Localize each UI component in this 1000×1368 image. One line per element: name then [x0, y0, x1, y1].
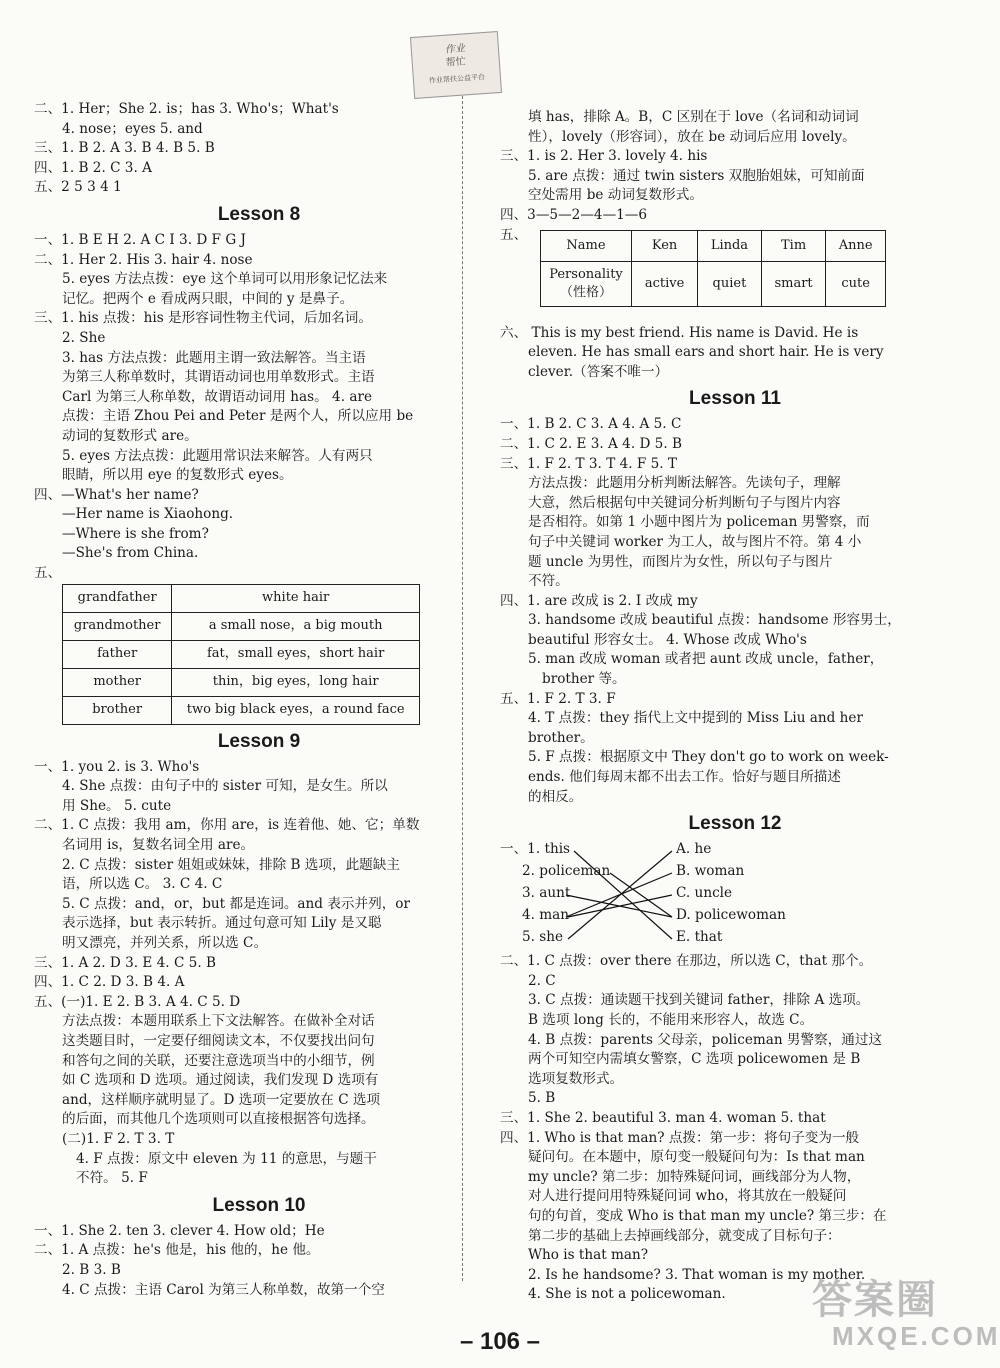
table-row — [63, 640, 420, 668]
answer-line: 一、1. you 2. is 3. Who's — [34, 758, 200, 775]
watermark-logo — [812, 1268, 1000, 1352]
table-cell: a small nose，a big mouth — [172, 612, 420, 640]
answer-line: 五、 — [500, 226, 528, 243]
answer-line: 二、1. C 点拨：over there 在那边，所以选 C，that 那个。 — [500, 953, 873, 970]
answer-line: 二、1. Her 2. His 3. hair 4. nose — [34, 251, 253, 268]
answer-line: 二、1. A 点拨：he's 他是，his 他的，he 他。 — [34, 1242, 320, 1259]
answer-line: 5. F 点拨：根据原文中 They don't go to work on week- — [528, 749, 889, 766]
answer-line: 第二步的基础上去掉画线部分，就变成了目标句子： — [528, 1227, 841, 1244]
answer-line: 方法点拨：此题用分析判断法解答。先读句子，理解 — [528, 475, 841, 492]
table-row — [541, 230, 886, 261]
table-cell: cute — [826, 261, 886, 306]
page-number: – 106 – — [459, 1328, 541, 1355]
answer-line: 5. eyes 方法点拨：此题用常识法来解答。人有两只 — [62, 447, 373, 464]
answer-line: beautiful 形容女士。 4. Whose 改成 Who's — [528, 631, 807, 648]
answer-line: 不符。 — [528, 573, 569, 590]
answer-line: 句的句首，变成 Who is that man my uncle? 第三步：在 — [528, 1207, 887, 1224]
answer-line: 2. Is he handsome? 3. That woman is my mother. — [528, 1266, 866, 1283]
answer-line: 方法点拨：本题用联系上下文法解答。在做补全对话 — [62, 1013, 375, 1030]
match-right-item: B. woman — [676, 863, 745, 880]
answer-line: 记忆。把两个 e 看成两只眼，中间的 y 是鼻子。 — [62, 290, 354, 307]
answer-line: brother 等。 — [542, 671, 626, 688]
match-line — [570, 873, 672, 895]
table-cell: thin，big eyes，long hair — [172, 668, 420, 696]
answer-line: 2. C — [528, 972, 556, 989]
answer-line: 5. man 改成 woman 或者把 aunt 改成 uncle，father， — [528, 651, 884, 668]
answer-line: 三、1. A 2. D 3. E 4. C 5. B — [34, 954, 216, 971]
answer-line: 大意，然后根据句中关键词分析判断句子与图片内容 — [528, 494, 841, 511]
answer-line: 两个可知空内需填女警察，C 选项 policewomen 是 B — [528, 1051, 861, 1068]
answer-line: 三、1. B 2. A 3. B 4. B 5. B — [34, 140, 215, 157]
answer-line: eleven. He has small ears and short hair. He is very — [528, 344, 884, 361]
lesson-title: Lesson 9 — [217, 730, 301, 752]
answer-line: —Where is she from? — [62, 525, 209, 542]
table-cell: grandfather — [63, 584, 172, 612]
answer-line: 四、1. B 2. C 3. A — [34, 159, 152, 176]
table-row — [63, 696, 420, 724]
answer-line: 名词用 is，复数名词全用 are。 — [62, 837, 255, 854]
answer-line: 一、1. B 2. C 3. A 4. A 5. C — [500, 416, 682, 433]
left-column — [34, 100, 484, 1300]
answer-line: 2. C 点拨：sister 姐姐或妹妹，排除 B 选项，此题缺主 — [62, 856, 400, 873]
answer-line: 的后面，而其他几个选项则可以直接根据答句选择。 — [62, 1111, 375, 1128]
table-cell: two big black eyes，a round face — [172, 696, 420, 724]
match-left-item: 3. aunt — [522, 885, 571, 902]
answer-line: 二、1. Her；She 2. is；has 3. Who's；What's — [34, 101, 339, 117]
table-cell: Personality（性格） — [541, 261, 632, 306]
answer-line: 六、 This is my best friend. His name is David. He is — [500, 324, 859, 341]
answer-line: 眼睛，所以用 eye 的复数形式 eyes。 — [62, 467, 293, 484]
answer-line: 性），lovely（形容词），放在 be 动词后应用 lovely。 — [528, 128, 856, 145]
answer-line: 5. B — [528, 1090, 556, 1107]
table-cell: active — [632, 261, 698, 306]
answer-line: Who is that man? — [528, 1247, 649, 1264]
answer-line: 五、2 5 3 4 1 — [34, 179, 122, 196]
answer-line: 2. B 3. B — [62, 1261, 121, 1278]
match-right-item: E. that — [676, 929, 723, 946]
table-row — [63, 584, 420, 612]
table-cell: quiet — [698, 261, 762, 306]
match-left-item: 4. man — [522, 907, 570, 924]
lesson-title: Lesson 10 — [212, 1194, 306, 1216]
stamp-line3: 作业帮扶公益平台 — [428, 73, 486, 85]
answer-line: 5. eyes 方法点拨：eye 这个单词可以用形象记忆法来 — [62, 271, 388, 288]
answer-line: 四、1. C 2. D 3. B 4. A — [34, 974, 185, 991]
personality-block — [500, 226, 970, 324]
answer-line: brother。 — [528, 729, 594, 746]
answer-line: 一、1. She 2. ten 3. clever 4. How old；He — [34, 1222, 325, 1239]
answer-line: 这类题目时，一定要仔细阅读文本，不仅要找出问句 — [62, 1032, 375, 1049]
answer-line: 四、1. are 改成 is 2. I 改成 my — [500, 592, 698, 609]
answer-line: 动词的复数形式 are。 — [62, 427, 198, 444]
answer-line: 选项复数形式。 — [528, 1070, 624, 1087]
answer-line: 4. nose；eyes 5. and — [62, 120, 203, 137]
answer-line: 5. C 点拨：and，or，but 都是连词。and 表示并列，or — [62, 895, 410, 912]
answer-line: 4. She 点拨：由句子中的 sister 可知，是女生。所以 — [62, 778, 388, 795]
answer-line: 空处需用 be 动词复数形式。 — [528, 187, 703, 204]
answer-line: 三、1. is 2. Her 3. lovely 4. his — [500, 148, 708, 165]
answer-line: 2. She — [62, 329, 106, 346]
table-cell: brother — [63, 696, 172, 724]
answer-line: 语，所以选 C。 3. C 4. C — [62, 876, 223, 893]
answer-line: 4. C 点拨：主语 Carol 为第三人称单数，故第一个空 — [62, 1281, 385, 1298]
match-right-item: C. uncle — [676, 885, 733, 902]
table-cell: Anne — [826, 230, 886, 261]
answer-line: 为第三人称单数时，其谓语动词也用单数形式。主语 — [62, 369, 375, 386]
table-row — [63, 668, 420, 696]
answer-line: 对人进行提问用特殊疑问词 who，将其放在一般疑问 — [528, 1188, 847, 1205]
answer-line: clever.（答案不唯一） — [528, 363, 669, 380]
answer-line: 4. B 点拨：parents 父母亲，policeman 男警察，通过这 — [528, 1031, 883, 1048]
answer-line: 4. T 点拨：they 指代上文中提到的 Miss Liu and her — [528, 710, 863, 727]
watermark-cn: 答案圈 — [812, 1278, 938, 1322]
answer-line: (二)1. F 2. T 3. T — [62, 1130, 175, 1147]
answer-line: 五、(一)1. E 2. B 3. A 4. C 5. D — [34, 993, 241, 1010]
answer-line: 3. handsome 改成 beautiful 点拨：handsome 形容男士， — [528, 612, 901, 629]
answer-line: 如 C 选项和 D 选项。通过阅读，我们发现 D 选项有 — [62, 1072, 379, 1089]
answer-line: 五、 — [34, 565, 62, 582]
match-left-item: 一、1. this — [500, 841, 571, 858]
answer-line: 5. are 点拨：通过 twin sisters 双胞胎姐妹，可知前面 — [528, 167, 865, 184]
answer-line: 四、1. Who is that man? 点拨：第一步：将句子变为一般 — [500, 1129, 860, 1146]
answer-line: 4. She is not a policewoman. — [528, 1286, 726, 1303]
answer-line: 二、1. C 点拨：我用 am，你用 are，is 连着他、她、它；单数 — [34, 817, 420, 834]
answer-line: 题 uncle 为男性，而图片为女性，所以句子与图片 — [528, 553, 833, 570]
answer-line: 句子中关键词 worker 为工人，故与图片不符。第 4 小 — [528, 533, 862, 550]
personality-table — [540, 230, 886, 307]
answer-line: 三、1. She 2. beautiful 3. man 4. woman 5. that — [500, 1109, 826, 1126]
answer-line: 和答句之间的关联，还要注意选项当中的小细节，例 — [62, 1052, 375, 1069]
table-cell: smart — [761, 261, 826, 306]
match-lines — [500, 840, 700, 952]
match-left-item: 2. policeman — [522, 863, 611, 880]
lesson-title: Lesson 12 — [688, 813, 782, 835]
answer-line: 四、3—5—2—4—1—6 — [500, 206, 648, 223]
table-cell: grandmother — [63, 612, 172, 640]
answer-line: my uncle? 第二步：加特殊疑问词，画线部分为人物， — [528, 1168, 861, 1185]
table-row — [541, 261, 886, 306]
answer-line: 二、1. C 2. E 3. A 4. D 5. B — [500, 435, 682, 452]
answer-line: B 选项 long 长的，不能用来形容人，故选 C。 — [528, 1012, 814, 1028]
answer-line: 用 She。 5. cute — [62, 797, 172, 814]
matching-exercise — [500, 840, 970, 952]
answer-line: 点拨：主语 Zhou Pei and Peter 是两个人，所以应用 be — [62, 408, 414, 425]
answer-line: 3. C 点拨：通读题干找到关键词 father，排除 A 选项。 — [528, 992, 870, 1009]
stamp-line1: 作业 — [444, 43, 466, 56]
answer-line: 五、1. F 2. T 3. F — [500, 690, 616, 707]
table-cell: Ken — [632, 230, 698, 261]
answer-line: ends. 他们每周末都不出去工作。恰好与题目所描述 — [528, 769, 841, 786]
lesson-title: Lesson 11 — [689, 388, 781, 410]
answer-line: 表示选择，but 表示转折。通过句意可知 Lily 是又聪 — [62, 915, 382, 932]
table-cell: Tim — [761, 230, 826, 261]
table-cell: white hair — [172, 584, 420, 612]
answer-line: 4. F 点拨：原文中 eleven 为 11 的意思，与题干 — [76, 1150, 377, 1167]
answer-line: 填 has，排除 A。B，C 区别在于 love（名词和动词词 — [528, 109, 859, 125]
answer-line: 疑问句。在本题中，原句变一般疑问句为：Is that man — [528, 1149, 865, 1166]
answer-line: —Her name is Xiaohong. — [62, 506, 234, 523]
table-cell: fat，small eyes，short hair — [172, 640, 420, 668]
lesson-title: Lesson 8 — [217, 203, 301, 225]
answer-line: 四、—What's her name? — [34, 486, 199, 503]
stamp-line2: 帮忙 — [445, 56, 467, 69]
table-cell: father — [63, 640, 172, 668]
table-cell: Name — [541, 230, 632, 261]
answer-line: 3. has 方法点拨：此题用主谓一致法解答。当主语 — [62, 349, 366, 366]
answer-line: 是否相符。如第 1 小题中图片为 policeman 男警察，而 — [528, 514, 870, 531]
answer-line: —She's from China. — [62, 545, 199, 562]
answer-line: 的相反。 — [528, 788, 583, 805]
stamp-logo — [410, 31, 502, 99]
table-row — [63, 612, 420, 640]
right-column — [500, 108, 970, 1305]
answer-line: 三、1. F 2. T 3. T 4. F 5. T — [500, 455, 677, 472]
watermark-en: MXQE.COM — [832, 1321, 1000, 1351]
answer-line: Carl 为第三人称单数，故谓语动词用 has。 4. are — [62, 388, 372, 405]
match-left-item: 5. she — [522, 929, 564, 946]
family-table — [62, 584, 420, 725]
answer-line: 明又漂亮，并列关系，所以选 C。 — [62, 935, 268, 951]
match-right-item: A. he — [676, 841, 712, 858]
answer-line: and，这样顺序就明显了。D 选项一定要放在 C 选项 — [62, 1091, 381, 1108]
table-cell: Linda — [698, 230, 762, 261]
answer-line: 一、1. B E H 2. A C I 3. D F G J — [34, 231, 246, 248]
table-cell: mother — [63, 668, 172, 696]
match-right-item: D. policewoman — [676, 907, 786, 924]
answer-line: 三、1. his 点拨：his 是形容词性物主代词，后加名词。 — [34, 310, 372, 327]
answer-line: 不符。 5. F — [76, 1170, 148, 1187]
